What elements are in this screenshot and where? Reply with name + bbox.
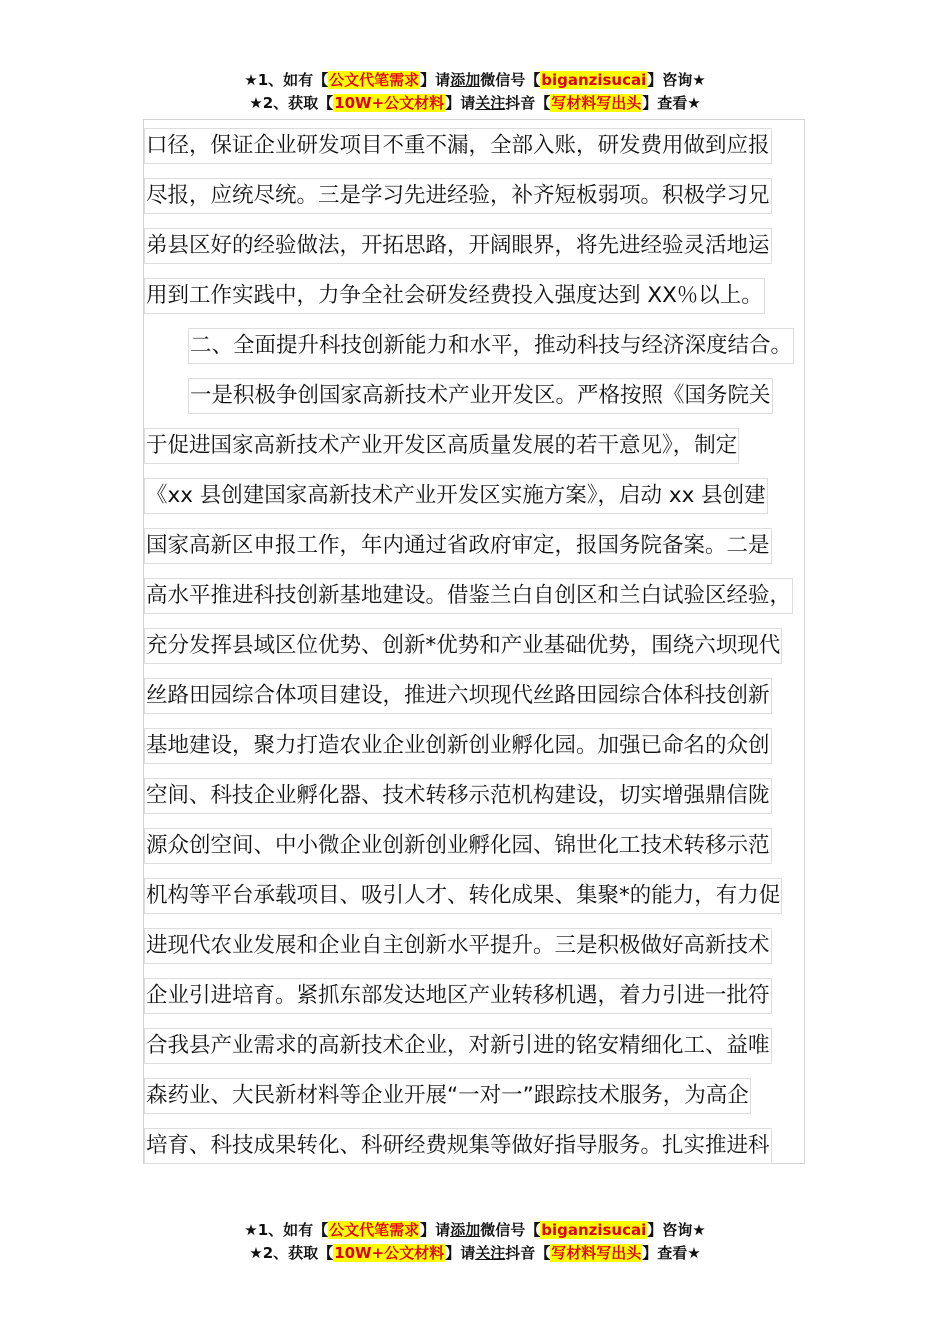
line-text: 企业引进培育。紧抓东部发达地区产业转移机遇，着力引进一批符 <box>144 978 772 1014</box>
text-line <box>144 671 824 721</box>
line-text: 《xx 县创建国家高新技术产业开发区实施方案》，启动 xx 县创建 <box>144 478 768 514</box>
line-text: 用到工作实践中，力争全社会研发经费投入强度达到 XX％以上。 <box>144 278 765 314</box>
text-line <box>144 721 824 771</box>
promo-wechat-id: biganzisucai <box>541 1221 647 1239</box>
promo-text: 】请 <box>420 71 451 89</box>
line-text: 合我县产业需求的高新技术企业，对新引进的铭安精细化工、益唯 <box>144 1028 772 1064</box>
text-line <box>144 621 824 671</box>
line-text: 空间、科技企业孵化器、技术转移示范机构建设，切实增强鼎信陇 <box>144 778 772 814</box>
promo-underlined: 关注 <box>475 94 506 112</box>
promo-text: 微信号【 <box>480 1221 541 1239</box>
text-line <box>144 971 824 1021</box>
text-line <box>144 521 824 571</box>
promo-text: 抖音【 <box>505 94 551 112</box>
promo-highlight: 公文代笔需求 <box>329 71 420 89</box>
promo-text: ★2、获取【 <box>249 94 334 112</box>
line-text: 充分发挥县域区位优势、创新*优势和产业基础优势，围绕六坝现代 <box>144 628 782 664</box>
promo-line-2 <box>0 1242 950 1265</box>
text-line <box>144 771 824 821</box>
line-text: 机构等平台承载项目、吸引人才、转化成果、集聚*的能力，有力促 <box>144 878 782 914</box>
line-text: 源众创空间、中小微企业创新创业孵化园、锦世化工技术转移示范 <box>144 828 772 864</box>
promo-text: ★2、获取【 <box>249 1244 334 1262</box>
promo-text: 】咨询★ <box>647 1221 706 1239</box>
promo-line-2 <box>0 92 950 115</box>
text-line <box>144 121 824 171</box>
promo-underlined: 关注 <box>475 1244 506 1262</box>
promo-highlight: 10W+公文材料 <box>334 94 445 112</box>
promo-text: 微信号【 <box>480 71 541 89</box>
line-text: 国家高新区申报工作，年内通过省政府审定，报国务院备案。二是 <box>144 528 772 564</box>
line-text: 于促进国家高新技术产业开发区高质量发展的若干意见》，制定 <box>144 428 739 464</box>
line-text: 弟县区好的经验做法，开拓思路，开阔眼界，将先进经验灵活地运 <box>144 228 772 264</box>
line-text: 培育、科技成果转化、科研经费规集等做好指导服务。扎实推进科 <box>144 1128 772 1164</box>
text-line <box>144 421 824 471</box>
line-text: 尽报，应统尽统。三是学习先进经验，补齐短板弱项。积极学习兄 <box>144 178 772 214</box>
promo-banner-top <box>0 69 950 115</box>
text-line <box>144 921 824 971</box>
promo-text: 】请 <box>445 1244 476 1262</box>
text-line <box>144 571 824 621</box>
document-body <box>144 121 824 1171</box>
promo-line-1 <box>0 69 950 92</box>
text-line <box>144 1121 824 1171</box>
promo-text: ★1、如有【 <box>244 71 329 89</box>
promo-text: 】查看★ <box>642 94 701 112</box>
promo-underlined: 添加 <box>450 71 481 89</box>
promo-text: ★1、如有【 <box>244 1221 329 1239</box>
promo-text: 】请 <box>420 1221 451 1239</box>
promo-text: 】查看★ <box>642 1244 701 1262</box>
text-line <box>144 471 824 521</box>
promo-text: 抖音【 <box>505 1244 551 1262</box>
line-text: 二、全面提升科技创新能力和水平，推动科技与经济深度结合。 <box>188 328 794 364</box>
text-line <box>144 171 824 221</box>
line-text: 高水平推进科技创新基地建设。借鉴兰白自创区和兰白试验区经验， <box>144 578 793 614</box>
promo-highlight: 公文代笔需求 <box>329 1221 420 1239</box>
text-line <box>144 271 824 321</box>
promo-banner-bottom <box>0 1219 950 1265</box>
paragraph-start <box>144 371 824 421</box>
line-text: 进现代农业发展和企业自主创新水平提升。三是积极做好高新技术 <box>144 928 772 964</box>
line-text: 基地建设，聚力打造农业企业创新创业孵化园。加强已命名的众创 <box>144 728 772 764</box>
line-text: 口径，保证企业研发项目不重不漏，全部入账，研发费用做到应报 <box>144 128 772 164</box>
promo-text: 】请 <box>445 94 476 112</box>
text-line <box>144 871 824 921</box>
text-line <box>144 1021 824 1071</box>
text-line <box>144 1071 824 1121</box>
promo-underlined: 添加 <box>450 1221 481 1239</box>
promo-douyin-id: 写材料写出头 <box>551 1244 642 1262</box>
section-heading <box>144 321 824 371</box>
text-line <box>144 821 824 871</box>
promo-highlight: 10W+公文材料 <box>334 1244 445 1262</box>
promo-line-1 <box>0 1219 950 1242</box>
text-line <box>144 221 824 271</box>
promo-text: 】咨询★ <box>647 71 706 89</box>
line-text: 一是积极争创国家高新技术产业开发区。严格按照《国务院关 <box>188 378 773 414</box>
line-text: 森药业、大民新材料等企业开展“一对一”跟踪技术服务，为高企 <box>144 1078 751 1114</box>
promo-douyin-id: 写材料写出头 <box>551 94 642 112</box>
promo-wechat-id: biganzisucai <box>541 71 647 89</box>
line-text: 丝路田园综合体项目建设，推进六坝现代丝路田园综合体科技创新 <box>144 678 772 714</box>
